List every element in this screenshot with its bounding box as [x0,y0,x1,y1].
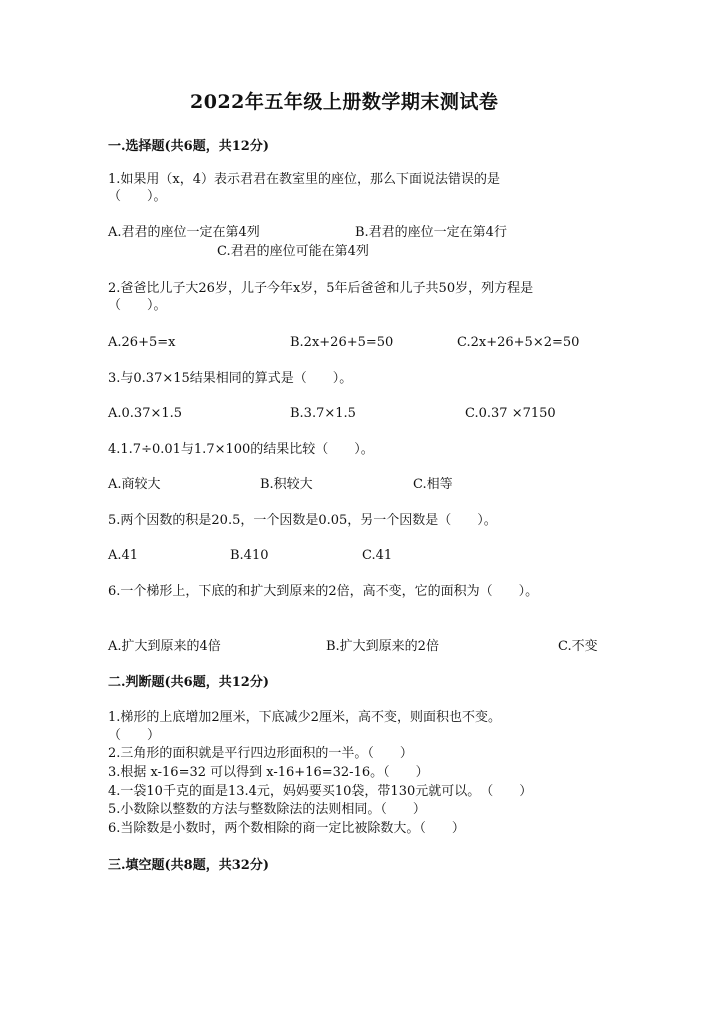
question-3-option-c: C.0.37 ×7150 [465,406,556,421]
judgement-item-1: 1.梯形的上底增加2厘米，下底减少2厘米，高不变，则面积也不变。 [108,710,501,725]
question-2-option-a: A.26+5=x [108,335,176,350]
question-4-option-b: B.积较大 [260,477,313,492]
question-1-option-b: B.君君的座位一定在第4行 [355,225,507,240]
question-1-option-a: A.君君的座位一定在第4列 [108,225,260,240]
judgement-item-4: 4.一袋10千克的面是13.4元，妈妈要买10袋，带130元就可以。 （ ） [108,784,533,799]
question-3-option-b: B.3.7×1.5 [290,406,356,421]
judgement-item-6: 6.当除数是小数时，两个数相除的商一定比被除数大。（ ） [108,821,465,836]
question-1-text: 1.如果用（x，4）表示君君在教室里的座位，那么下面说法错误的是 [108,172,501,187]
question-3-option-a: A.0.37×1.5 [108,406,183,421]
question-2-option-b: B.2x+26+5=50 [290,335,394,350]
judgement-item-5: 5.小数除以整数的方法与整数除法的法则相同。（ ） [108,802,426,817]
question-4-option-a: A.商较大 [108,477,161,492]
section-heading-fill-in: 三.填空题(共8题，共32分) [108,858,269,873]
question-6-option-b: B.扩大到原来的2倍 [326,639,439,654]
judgement-item-2: 2.三角形的面积就是平行四边形面积的一半。（ ） [108,746,413,761]
question-3-text: 3.与0.37×15结果相同的算式是（ ）。 [108,371,353,386]
question-5-option-b: B.410 [230,548,269,563]
page-title: 2022年五年级上册数学期末测试卷 [190,91,499,113]
question-6-text: 6.一个梯形上，下底的和扩大到原来的2倍，高不变，它的面积为（ ）。 [108,584,539,599]
question-1-blank: （ ）。 [108,189,167,204]
question-6-option-c: C.不变 [558,639,598,654]
question-4-option-c: C.相等 [413,477,453,492]
question-1-option-c: C.君君的座位可能在第4列 [217,244,369,259]
question-2-text: 2.爸爸比儿子大26岁，儿子今年x岁，5年后爸爸和儿子共50岁，列方程是 [108,281,534,296]
question-2-blank: （ ）。 [108,298,167,313]
judgement-item-1-blank: （ ） [108,728,161,743]
question-5-option-c: C.41 [362,548,393,563]
question-5-text: 5.两个因数的积是20.5，一个因数是0.05，另一个因数是（ ）。 [108,513,497,528]
section-heading-choice: 一.选择题(共6题，共12分) [108,139,269,154]
question-4-text: 4.1.7÷0.01与1.7×100的结果比较（ ）。 [108,442,374,457]
question-6-option-a: A.扩大到原来的4倍 [108,639,221,654]
section-heading-judgement: 二.判断题(共6题，共12分) [108,675,269,690]
question-2-option-c: C.2x+26+5×2=50 [457,335,580,350]
question-5-option-a: A.41 [108,548,139,563]
judgement-item-3: 3.根据 x-16=32 可以得到 x-16+16=32-16。（ ） [108,765,429,780]
